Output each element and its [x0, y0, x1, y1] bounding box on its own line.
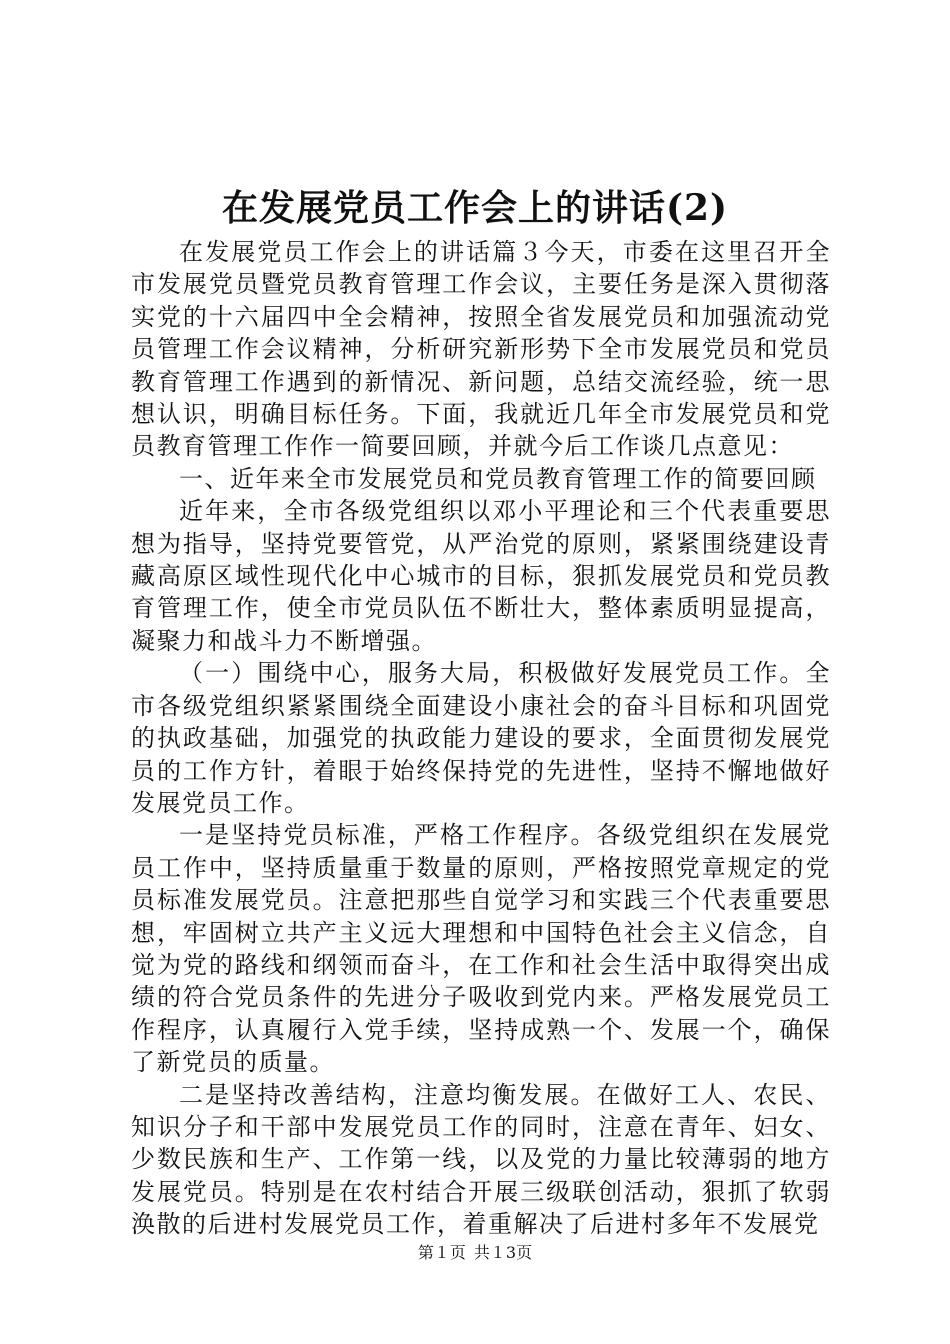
- page-number: 第１页: [417, 1243, 466, 1262]
- paragraph-overview: 近年来，全市各级党组织以邓小平理论和三个代表重要思想为指导，坚持党要管党，从严治党的原则，紧紧围绕建设青藏高原区域性现代化中心城市的目标，狠抓发展党员和党员教育管理工作，使全市党员队伍不断壮大，整体素质明显提高，凝聚力和战斗力不断增强。: [131, 497, 831, 655]
- page-footer: [0, 1242, 950, 1264]
- paragraph-intro: 在发展党员工作会上的讲话篇３今天，市委在这里召开全市发展党员暨党员教育管理工作会议，主要任务是深入贯彻落实党的十六届四中全会精神，按照全省发展党员和加强流动党员管理工作会议精神，分析研究新形势下全市发展党员和党员教育管理工作遇到的新情况、新问题，总结交流经验，统一思想认识，明确目标任务。下面，我就近几年全市发展党员和党员教育管理工作作一简要回顾，并就今后工作谈几点意见：: [131, 238, 831, 461]
- page-total: 共１3页: [473, 1243, 533, 1262]
- paragraph-point-one: 一是坚持党员标准，严格工作程序。各级党组织在发展党员工作中，坚持质量重于数量的原则，严格按照党章规定的党员标准发展党员。注意把那些自觉学习和实践三个代表重要思想，牢固树立共产主义远大理想和中国特色社会主义信念，自觉为党的路线和纲领而奋斗，在工作和社会生活中取得突出成绩的符合党员条件的先进分子吸收到党内来。严格发展党员工作程序，认真履行入党手续，坚持成熟一个、发展一个，确保了新党员的质量。: [131, 821, 831, 1077]
- section-heading-review: 一、近年来全市发展党员和党员教育管理工作的简要回顾: [179, 464, 817, 493]
- paragraph-subsection-one: （一）围绕中心，服务大局，积极做好发展党员工作。全市各级党组织紧紧围绕全面建设小康社会的奋斗目标和巩固党的执政基础，加强党的执政能力建设的要求，全面贯彻发展党员的工作方针，着眼于始终保持党的先进性，坚持不懈地做好发展党员工作。: [131, 659, 831, 817]
- document-body: [131, 236, 831, 1241]
- paragraph-point-two: 二是坚持改善结构，注意均衡发展。在做好工人、农民、知识分子和干部中发展党员工作的同时，注意在青年、妇女、少数民族和生产、工作第一线，以及党的力量比较薄弱的地方发展党员。特别是在农村结合开展三级联创活动，狠抓了软弱涣散的后进村发展党员工作，着重解决了后进村多年不发展党: [131, 1080, 831, 1239]
- document-title: 在发展党员工作会上的讲话(2): [221, 187, 729, 229]
